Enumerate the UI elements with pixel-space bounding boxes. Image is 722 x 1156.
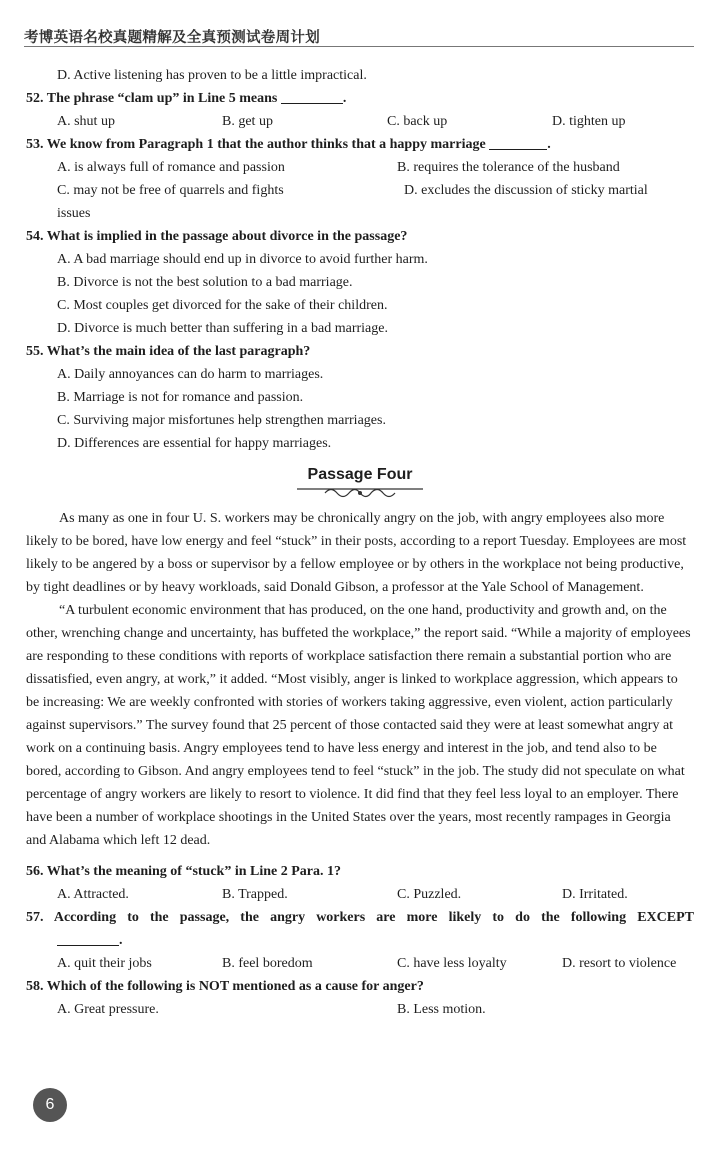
q52-stem (26, 87, 694, 110)
q57-stem: 57. According to the passage, the angry workers are more likely to do the following EXCEPT (26, 910, 694, 925)
ornament-divider-icon (295, 485, 425, 499)
q52-option-a: A. shut up (57, 114, 115, 129)
p1-line-2: also more likely to be bored, have low energy and feel “stuck” in their posts, according to a report (26, 511, 665, 549)
q57-blank-line (26, 929, 694, 952)
p2-line-6: stories of workers taking aggressive, even violent, action particularly against supervisors.” The survey (26, 695, 673, 733)
header-rule (24, 46, 694, 47)
q57-option-b: B. feel boredom (222, 956, 313, 971)
q53-option-a: A. is always full of romance and passion (57, 160, 285, 175)
p2-line-12: most recently rampages in Georgia and Alabama which left 12 dead. (26, 810, 671, 848)
q51-option-d: D. Active listening has proven to be a little impractical. (57, 68, 367, 83)
q52-stem-end: . (342, 91, 347, 106)
q57-option-d: D. resort to violence (562, 956, 677, 971)
q57-stem-end: . (119, 933, 123, 948)
q58-options (26, 998, 694, 1021)
q52-option-d: D. tighten up (552, 114, 626, 129)
q58-option-a: A. Great pressure. (57, 1002, 159, 1017)
p2-line-9: according to Gibson. And angry employees tend to feel “stuck” in the job. The study did not speculate (64, 764, 637, 779)
q57-options (26, 952, 694, 975)
page-header-title: 考博英语名校真题精解及全真预测试卷周计划 (24, 30, 320, 46)
q53-answer-blank (489, 135, 547, 150)
q57-option-c: C. have less loyalty (397, 956, 507, 971)
q56-option-b: B. Trapped. (222, 887, 288, 902)
p2-line-4: there remain a substantial portion who are dissatisfied, even angry, at work,” it added. “Most visibly, (26, 649, 672, 687)
passage-title: Passage Four (307, 466, 413, 483)
q53-stem-text: 53. We know from Paragraph 1 that the author thinks that a happy marriage (26, 137, 486, 152)
q52-options (26, 110, 694, 133)
q53-stem-end: . (547, 137, 551, 152)
q53-options-row1 (26, 156, 694, 179)
q56-option-c: C. Puzzled. (397, 887, 462, 902)
p2-line-8: basis. Angry employees tend to have less energy and interest in the job, and tend also to be bored, (26, 741, 657, 779)
p2-line-1: “A turbulent economic environment that has produced, on the one hand, productivity and growth (59, 603, 602, 618)
q55-option-c: C. Surviving major misfortunes help strengthen marriages. (57, 413, 386, 428)
q52-stem-text: 52. The phrase “clam up” in Line 5 means (26, 91, 278, 106)
q55-option-b: B. Marriage is not for romance and passion. (57, 390, 304, 405)
q52-answer-blank (281, 89, 343, 104)
passage-paragraph-2 (26, 599, 694, 852)
q54-option-d: D. Divorce is much better than suffering in a bad marriage. (57, 321, 388, 336)
p2-line-2: and, on the other, wrenching change and uncertainty, has buffeted the workplace,” the report said. (26, 603, 667, 641)
q53-option-d: D. excludes the discussion of sticky martial (404, 183, 648, 198)
p2-line-7: found that 25 percent of those contacted said they were at least somewhat angry at work on a continuing (26, 718, 674, 756)
page-content (26, 64, 694, 1021)
p1-line-1: As many as one in four U. S. workers may be chronically angry on the job, with angry employees (59, 511, 607, 526)
q56-option-d: D. Irritated. (562, 887, 628, 902)
q54-stem: 54. What is implied in the passage about divorce in the passage? (26, 229, 408, 244)
q54-option-c: C. Most couples get divorced for the sake of their children. (57, 298, 388, 313)
p2-line-10: on what percentage of angry workers are likely to resort to violence. It did find that they feel less loyal (26, 764, 685, 802)
q57-option-a: A. quit their jobs (57, 956, 152, 971)
q55-stem: 55. What’s the main idea of the last paragraph? (26, 344, 311, 359)
q58-option-b: B. Less motion. (397, 1002, 486, 1017)
q54-option-b: B. Divorce is not the best solution to a bad marriage. (57, 275, 353, 290)
q55-option-a: A. Daily annoyances can do harm to marriages. (57, 367, 324, 382)
q56-stem: 56. What’s the meaning of “stuck” in Line 2 Para. 1? (26, 864, 342, 879)
q55-option-d: D. Differences are essential for happy marriages. (57, 436, 332, 451)
q56-option-a: A. Attracted. (57, 887, 129, 902)
q58-stem: 58. Which of the following is NOT mentioned as a cause for anger? (26, 979, 424, 994)
q53-option-c: C. may not be free of quarrels and fights (57, 183, 284, 198)
q52-option-c: C. back up (387, 114, 448, 129)
q52-option-b: B. get up (222, 114, 273, 129)
p2-line-5: anger is linked to workplace aggression, which appears to be increasing: We are weekly confronted with (26, 672, 678, 710)
passage-paragraph-1 (26, 507, 694, 599)
q53-option-b: B. requires the tolerance of the husband (397, 160, 620, 175)
q57-answer-blank (57, 931, 119, 946)
p2-line-3: “While a majority of employees are responding to these conditions with reports of workplace satisfaction (26, 626, 691, 664)
page-number-badge: 6 (33, 1088, 67, 1122)
q53-stem (26, 133, 694, 156)
q53-option-d-cont: issues (57, 206, 91, 221)
q54-option-a: A. A bad marriage should end up in divorce to avoid further harm. (57, 252, 428, 267)
p1-line-5: Gibson, a professor at the Yale School of Management. (334, 580, 644, 595)
q53-options-row2 (26, 179, 694, 202)
p1-line-4: others in the workplace not being productive, by tight deadlines or by heavy workloads, said Donald (26, 557, 684, 595)
q56-options (26, 883, 694, 906)
p1-line-3: Tuesday. Employees are most likely to be angered by a boss or supervisor by a fellow employee or by (26, 534, 687, 572)
p2-line-11: to an employer. There have been a number of workplace shootings in the United States over the years, (26, 787, 679, 825)
